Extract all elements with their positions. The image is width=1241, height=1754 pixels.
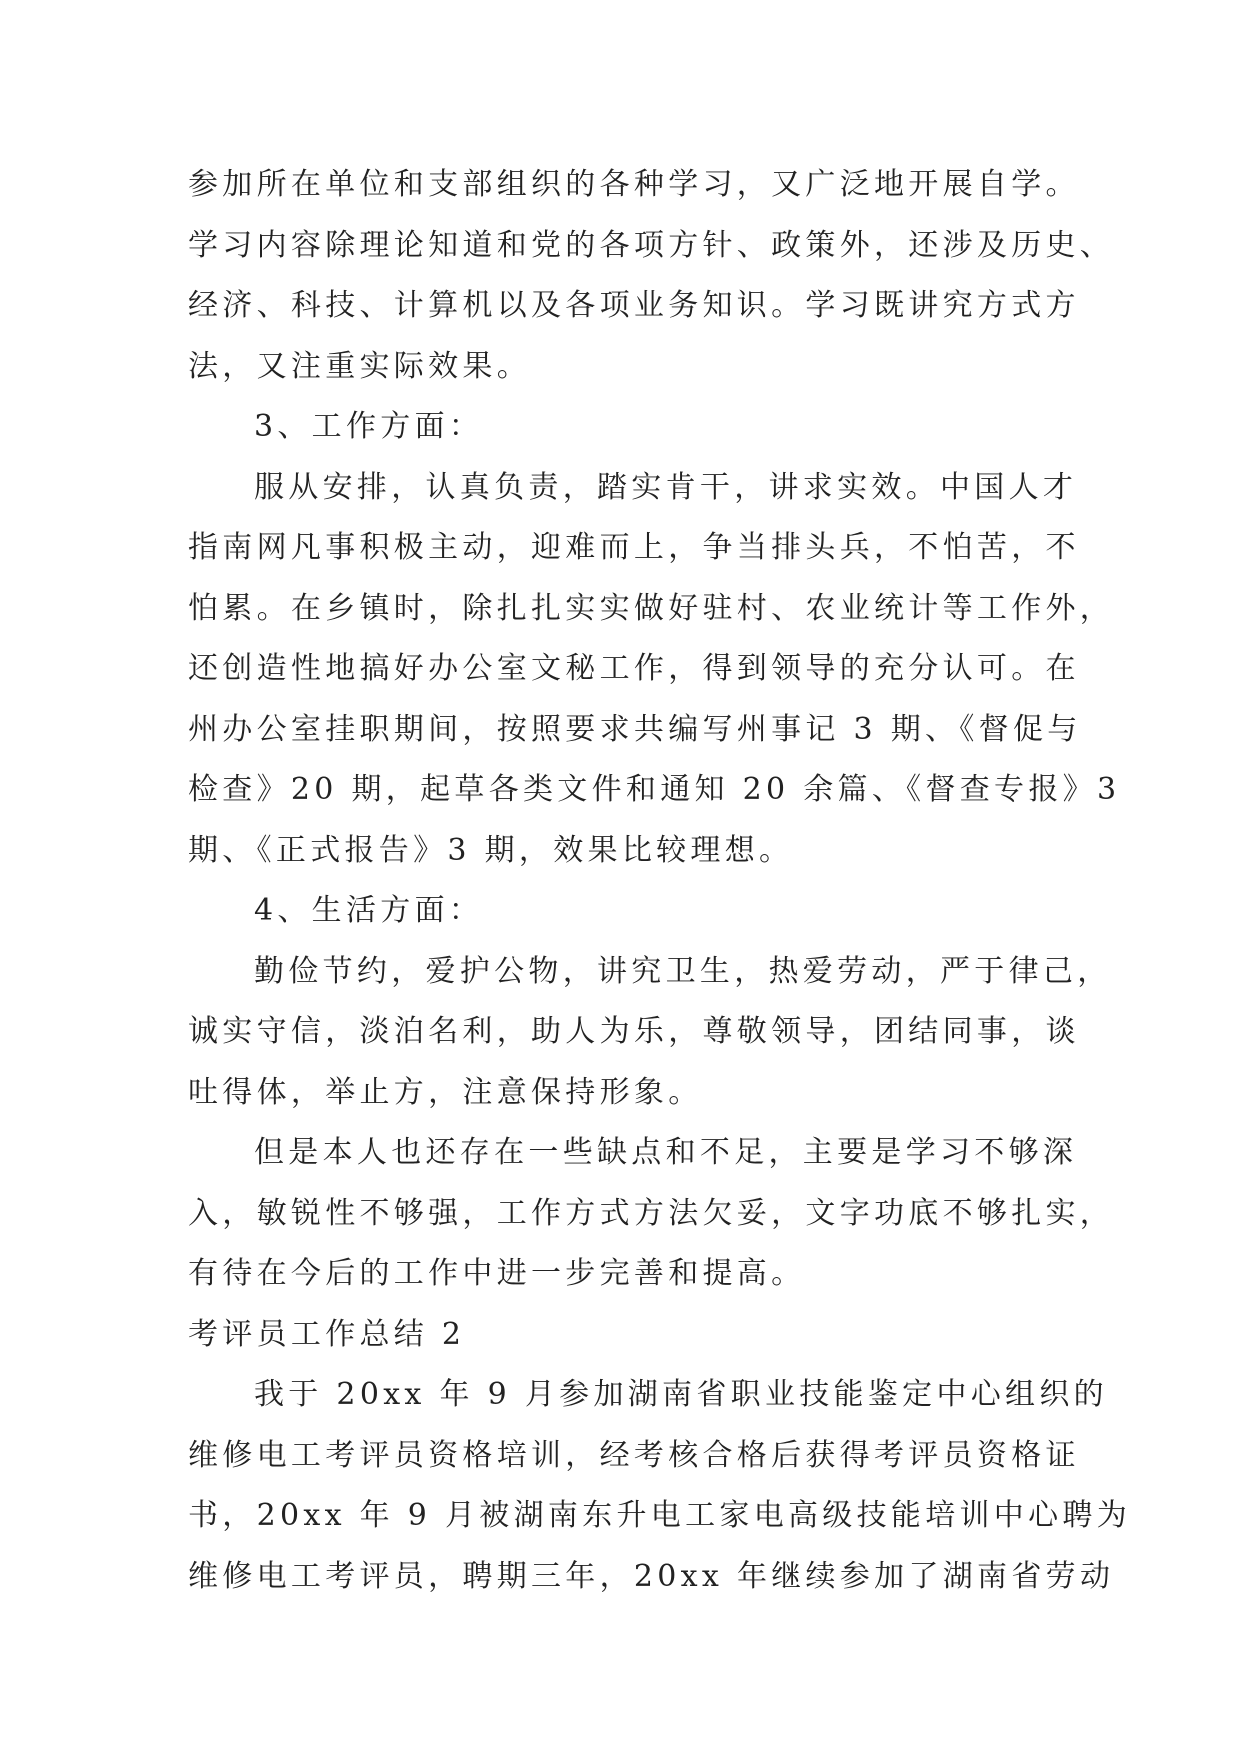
document-title: 考评员工作总结 2 bbox=[188, 1316, 466, 1352]
section-heading-life: 4、生活方面： bbox=[254, 893, 484, 928]
text-line-3: 经济、科技、计算机以及各项业务知识。学习既讲究方式方 bbox=[188, 288, 1080, 323]
document-body bbox=[188, 155, 1132, 1607]
text-line-11: 检查》20 期，起草各类文件和通知 20 余篇、《督查专报》3 bbox=[188, 772, 1121, 807]
text-line-9: 还创造性地搞好办公室文秘工作，得到领导的充分认可。在 bbox=[188, 651, 1080, 686]
text-line-16: 吐得体，举止方，注意保持形象。 bbox=[188, 1074, 703, 1110]
section-heading-work: 3、工作方面： bbox=[254, 409, 484, 444]
text-line-12: 期、《正式报告》3 期，效果比较理想。 bbox=[188, 832, 794, 868]
text-line-23: 书，20xx 年 9 月被湖南东升电工家电高级技能培训中心聘为 bbox=[188, 1498, 1132, 1533]
text-line-17: 但是本人也还存在一些缺点和不足，主要是学习不够深 bbox=[254, 1135, 1078, 1170]
text-line-10: 州办公室挂职期间，按照要求共编写州事记 3 期、《督促与 bbox=[188, 711, 1082, 747]
text-line-8: 怕累。在乡镇时，除扎扎实实做好驻村、农业统计等工作外， bbox=[188, 590, 1115, 626]
text-line-19: 有待在今后的工作中进一步完善和提高。 bbox=[188, 1256, 806, 1291]
text-line-22: 维修电工考评员资格培训，经考核合格后获得考评员资格证 bbox=[188, 1437, 1080, 1473]
text-line-6: 服从安排，认真负责，踏实肯干，讲求实效。中国人才 bbox=[254, 469, 1078, 505]
text-line-21: 我于 20xx 年 9 月参加湖南省职业技能鉴定中心组织的 bbox=[254, 1377, 1108, 1412]
text-line-14: 勤俭节约，爱护公物，讲究卫生，热爱劳动，严于律己， bbox=[254, 953, 1112, 989]
text-line-7: 指南网凡事积极主动，迎难而上，争当排头兵，不怕苦，不 bbox=[188, 530, 1080, 565]
text-line-18: 入，敏锐性不够强，工作方式方法欠妥，文字功底不够扎实， bbox=[188, 1195, 1115, 1231]
text-line-2: 学习内容除理论知道和党的各项方针、政策外，还涉及历史、 bbox=[188, 227, 1115, 263]
text-line-24: 维修电工考评员，聘期三年，20xx 年继续参加了湖南省劳动 bbox=[188, 1558, 1115, 1594]
text-line-4: 法，又注重实际效果。 bbox=[188, 348, 531, 384]
text-line-15: 诚实守信，淡泊名利，助人为乐，尊敬领导，团结同事，谈 bbox=[188, 1014, 1080, 1049]
text-line-1: 参加所在单位和支部组织的各种学习，又广泛地开展自学。 bbox=[188, 167, 1080, 202]
